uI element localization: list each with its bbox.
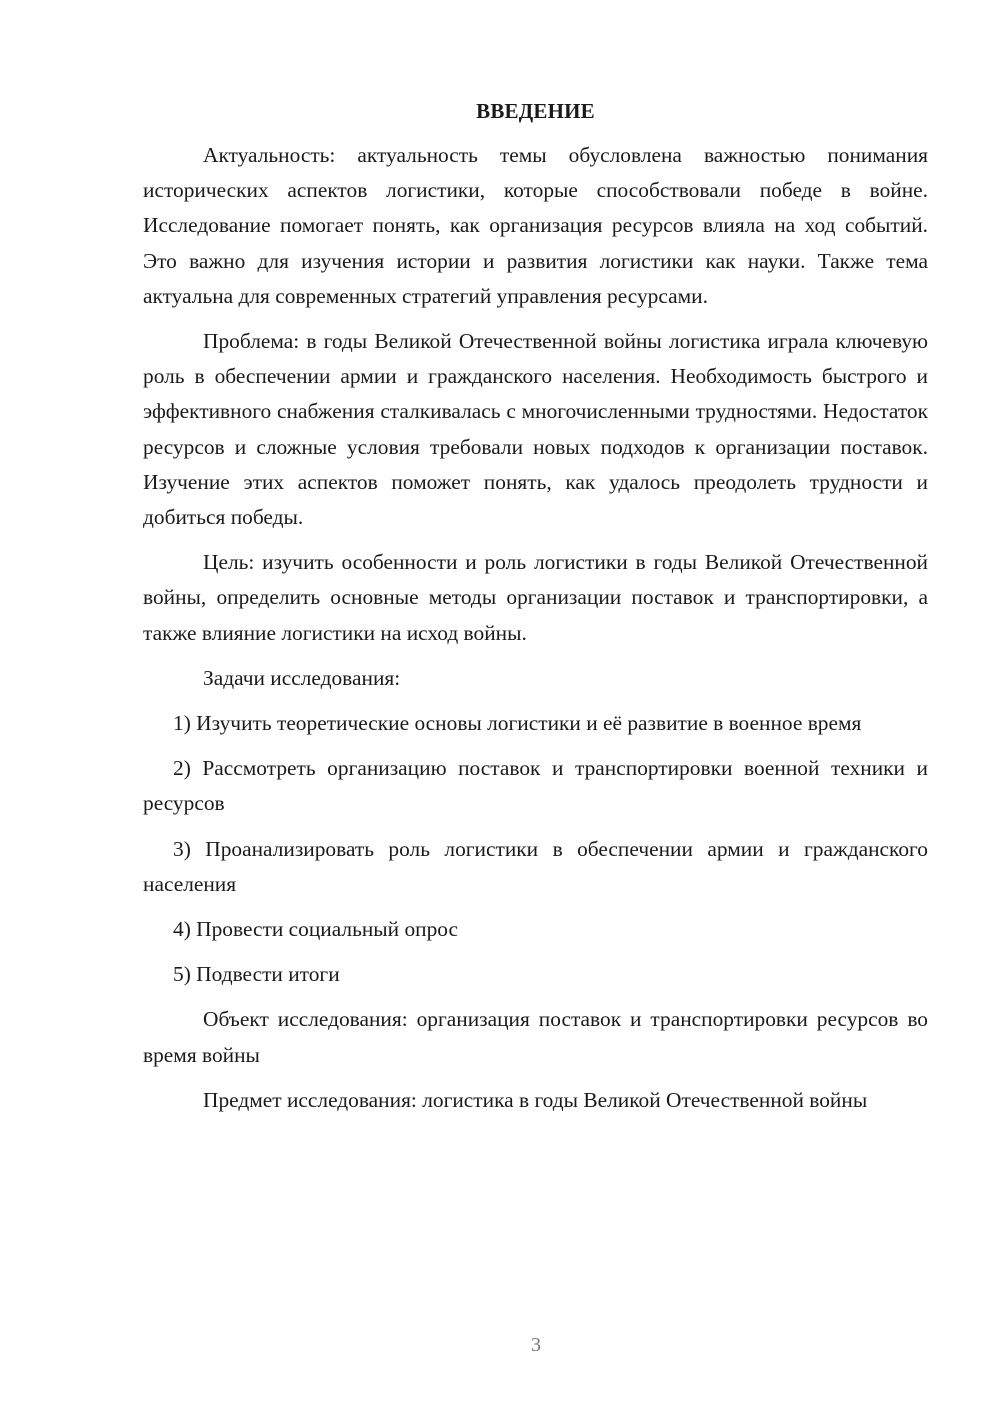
subject-paragraph: Предмет исследования: логистика в годы Великой Отечественной войны bbox=[203, 1087, 868, 1112]
list-item: 1) Изучить теоретические основы логистики и её развитие в военное время bbox=[173, 711, 862, 736]
list-item: 4) Провести социальный опрос bbox=[173, 917, 459, 942]
tasks-title: Задачи исследования: bbox=[203, 665, 401, 690]
problem-paragraph: Проблема: в годы Великой Отечественной войны логистика играла ключевую роль в обеспечении армии и гражданского населения. Необходимость быстрого и эффективного снабжения сталкивалась с многочисленными трудностями. Недостаток ресурсов и сложные условия требовали новых подходов к организации поставок. Изучение этих аспектов поможет понять, как удалось преодолеть трудности и добиться победы. bbox=[143, 329, 928, 530]
page-number: 3 bbox=[531, 1334, 541, 1356]
page-title: ВВЕДЕНИЕ bbox=[476, 99, 595, 123]
goal-paragraph: Цель: изучить особенности и роль логистики в годы Великой Отечественной войны, определить основные методы организации поставок и транспортировки, а также влияние логистики на исход войны. bbox=[143, 550, 928, 645]
list-item: 5) Подвести итоги bbox=[173, 962, 340, 987]
relevance-paragraph: Актуальность: актуальность темы обусловлена важностью понимания исторических аспектов логистики, которые способствовали победе в войне. Исследование помогает понять, как организация ресурсов влияла на ход событий. Это важно для изучения истории и развития логистики как науки. Также тема актуальна для современных стратегий управления ресурсами. bbox=[143, 143, 928, 308]
list-item: 3) Проанализировать роль логистики в обеспечении армии и гражданского населения bbox=[143, 836, 928, 896]
object-paragraph: Объект исследования: организация поставок и транспортировки ресурсов во время войны bbox=[143, 1007, 928, 1067]
tasks-list bbox=[143, 706, 928, 992]
document-page bbox=[143, 96, 928, 1128]
list-item: 2) Рассмотреть организацию поставок и транспортировки военной техники и ресурсов bbox=[143, 756, 928, 816]
